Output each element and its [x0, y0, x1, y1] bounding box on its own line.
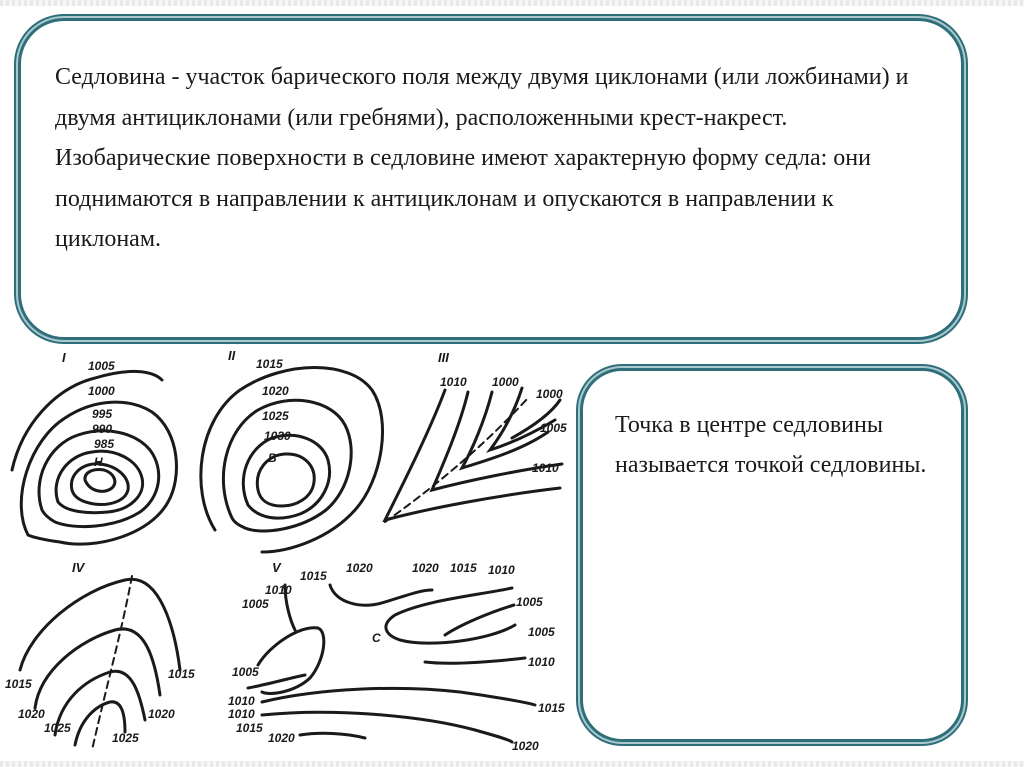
panel-saddle — [228, 560, 565, 753]
isobar-line — [262, 688, 535, 705]
isobar-label: 1025 — [44, 721, 71, 735]
isobar-line — [300, 733, 365, 738]
isobar-label: 1025 — [112, 731, 139, 745]
isobar-label: 1015 — [538, 701, 565, 715]
isobar-label: 1015 — [450, 561, 477, 575]
panel-numeral: III — [438, 350, 449, 365]
saddle-point-card — [580, 368, 964, 742]
isobar-label: 1015 — [256, 357, 283, 371]
isobar-label: 1020 — [262, 384, 289, 398]
isobar-line — [35, 629, 160, 708]
isobar-label: 1010 — [265, 583, 292, 597]
isobar-line — [330, 585, 432, 605]
isobar-label: 1025 — [262, 409, 289, 423]
definition-text: Седловина - участок барического поля между двумя циклонами (или ложбинами) и двумя антициклонами (или гребнями), расположенными крест-накрест. Изобарические поверхности в седловине имеют характерную форму седла: они поднимаются в направлении к антициклонам и опускаются в направлении к циклонам. — [55, 64, 909, 252]
isobar-label: 1015 — [300, 569, 327, 583]
isobar-line — [201, 368, 383, 553]
isobar-line — [257, 454, 314, 506]
isobar-label: 1010 — [488, 563, 515, 577]
isobar-label: 1010 — [532, 461, 559, 475]
isobar-label: 1000 — [88, 384, 115, 398]
panel-numeral: I — [62, 350, 66, 365]
isobar-line — [262, 712, 512, 742]
isobar-label: 1015 — [236, 721, 263, 735]
isobar-label: 1010 — [528, 655, 555, 669]
isobar-label: 1005 — [242, 597, 269, 611]
panel-numeral: II — [228, 348, 236, 363]
isobar-label: 1010 — [228, 707, 255, 721]
isobar-label: 1015 — [168, 667, 195, 681]
isobar-label: 995 — [92, 407, 113, 421]
pressure-field-diagrams — [0, 340, 580, 767]
isobar-label: 1020 — [412, 561, 439, 575]
isobar-label: 1005 — [540, 421, 567, 435]
isobar-label: 1015 — [5, 677, 32, 691]
panel-numeral: IV — [72, 560, 85, 575]
isobar-label: 990 — [92, 422, 113, 436]
isobar-line — [85, 469, 115, 491]
center-label: Н — [94, 455, 103, 469]
saddle-center-label: С — [372, 631, 381, 645]
isobar-label: 1020 — [18, 707, 45, 721]
isobar-line — [385, 390, 560, 520]
definition-card — [18, 18, 964, 340]
isobar-label: 1005 — [232, 665, 259, 679]
isobar-label: 1020 — [346, 561, 373, 575]
isobar-label: 1020 — [148, 707, 175, 721]
isobar-label: 1010 — [228, 694, 255, 708]
panel-cyclone — [12, 350, 176, 544]
panel-numeral: V — [272, 560, 281, 575]
isobar-line — [425, 658, 525, 663]
top-border-strip — [0, 0, 1024, 6]
isobar-label: 1010 — [440, 375, 467, 389]
panel-anticyclone — [201, 348, 383, 552]
isobar-line — [20, 579, 180, 670]
isobar-label: 1030 — [264, 429, 291, 443]
isobar-label: 1005 — [528, 625, 555, 639]
isobar-label: 1020 — [268, 731, 295, 745]
saddle-point-text: Точка в центре седловины называется точкой седловины. — [615, 412, 927, 478]
isobar-label: 1000 — [536, 387, 563, 401]
isobar-label: 1020 — [512, 739, 539, 753]
isobar-label: 1005 — [516, 595, 543, 609]
isobar-label: 1000 — [492, 375, 519, 389]
isobar-label: 985 — [94, 437, 115, 451]
center-label: В — [268, 451, 277, 465]
panel-ridge — [5, 560, 195, 750]
panel-trough — [385, 350, 567, 522]
isobar-label: 1005 — [88, 359, 115, 373]
